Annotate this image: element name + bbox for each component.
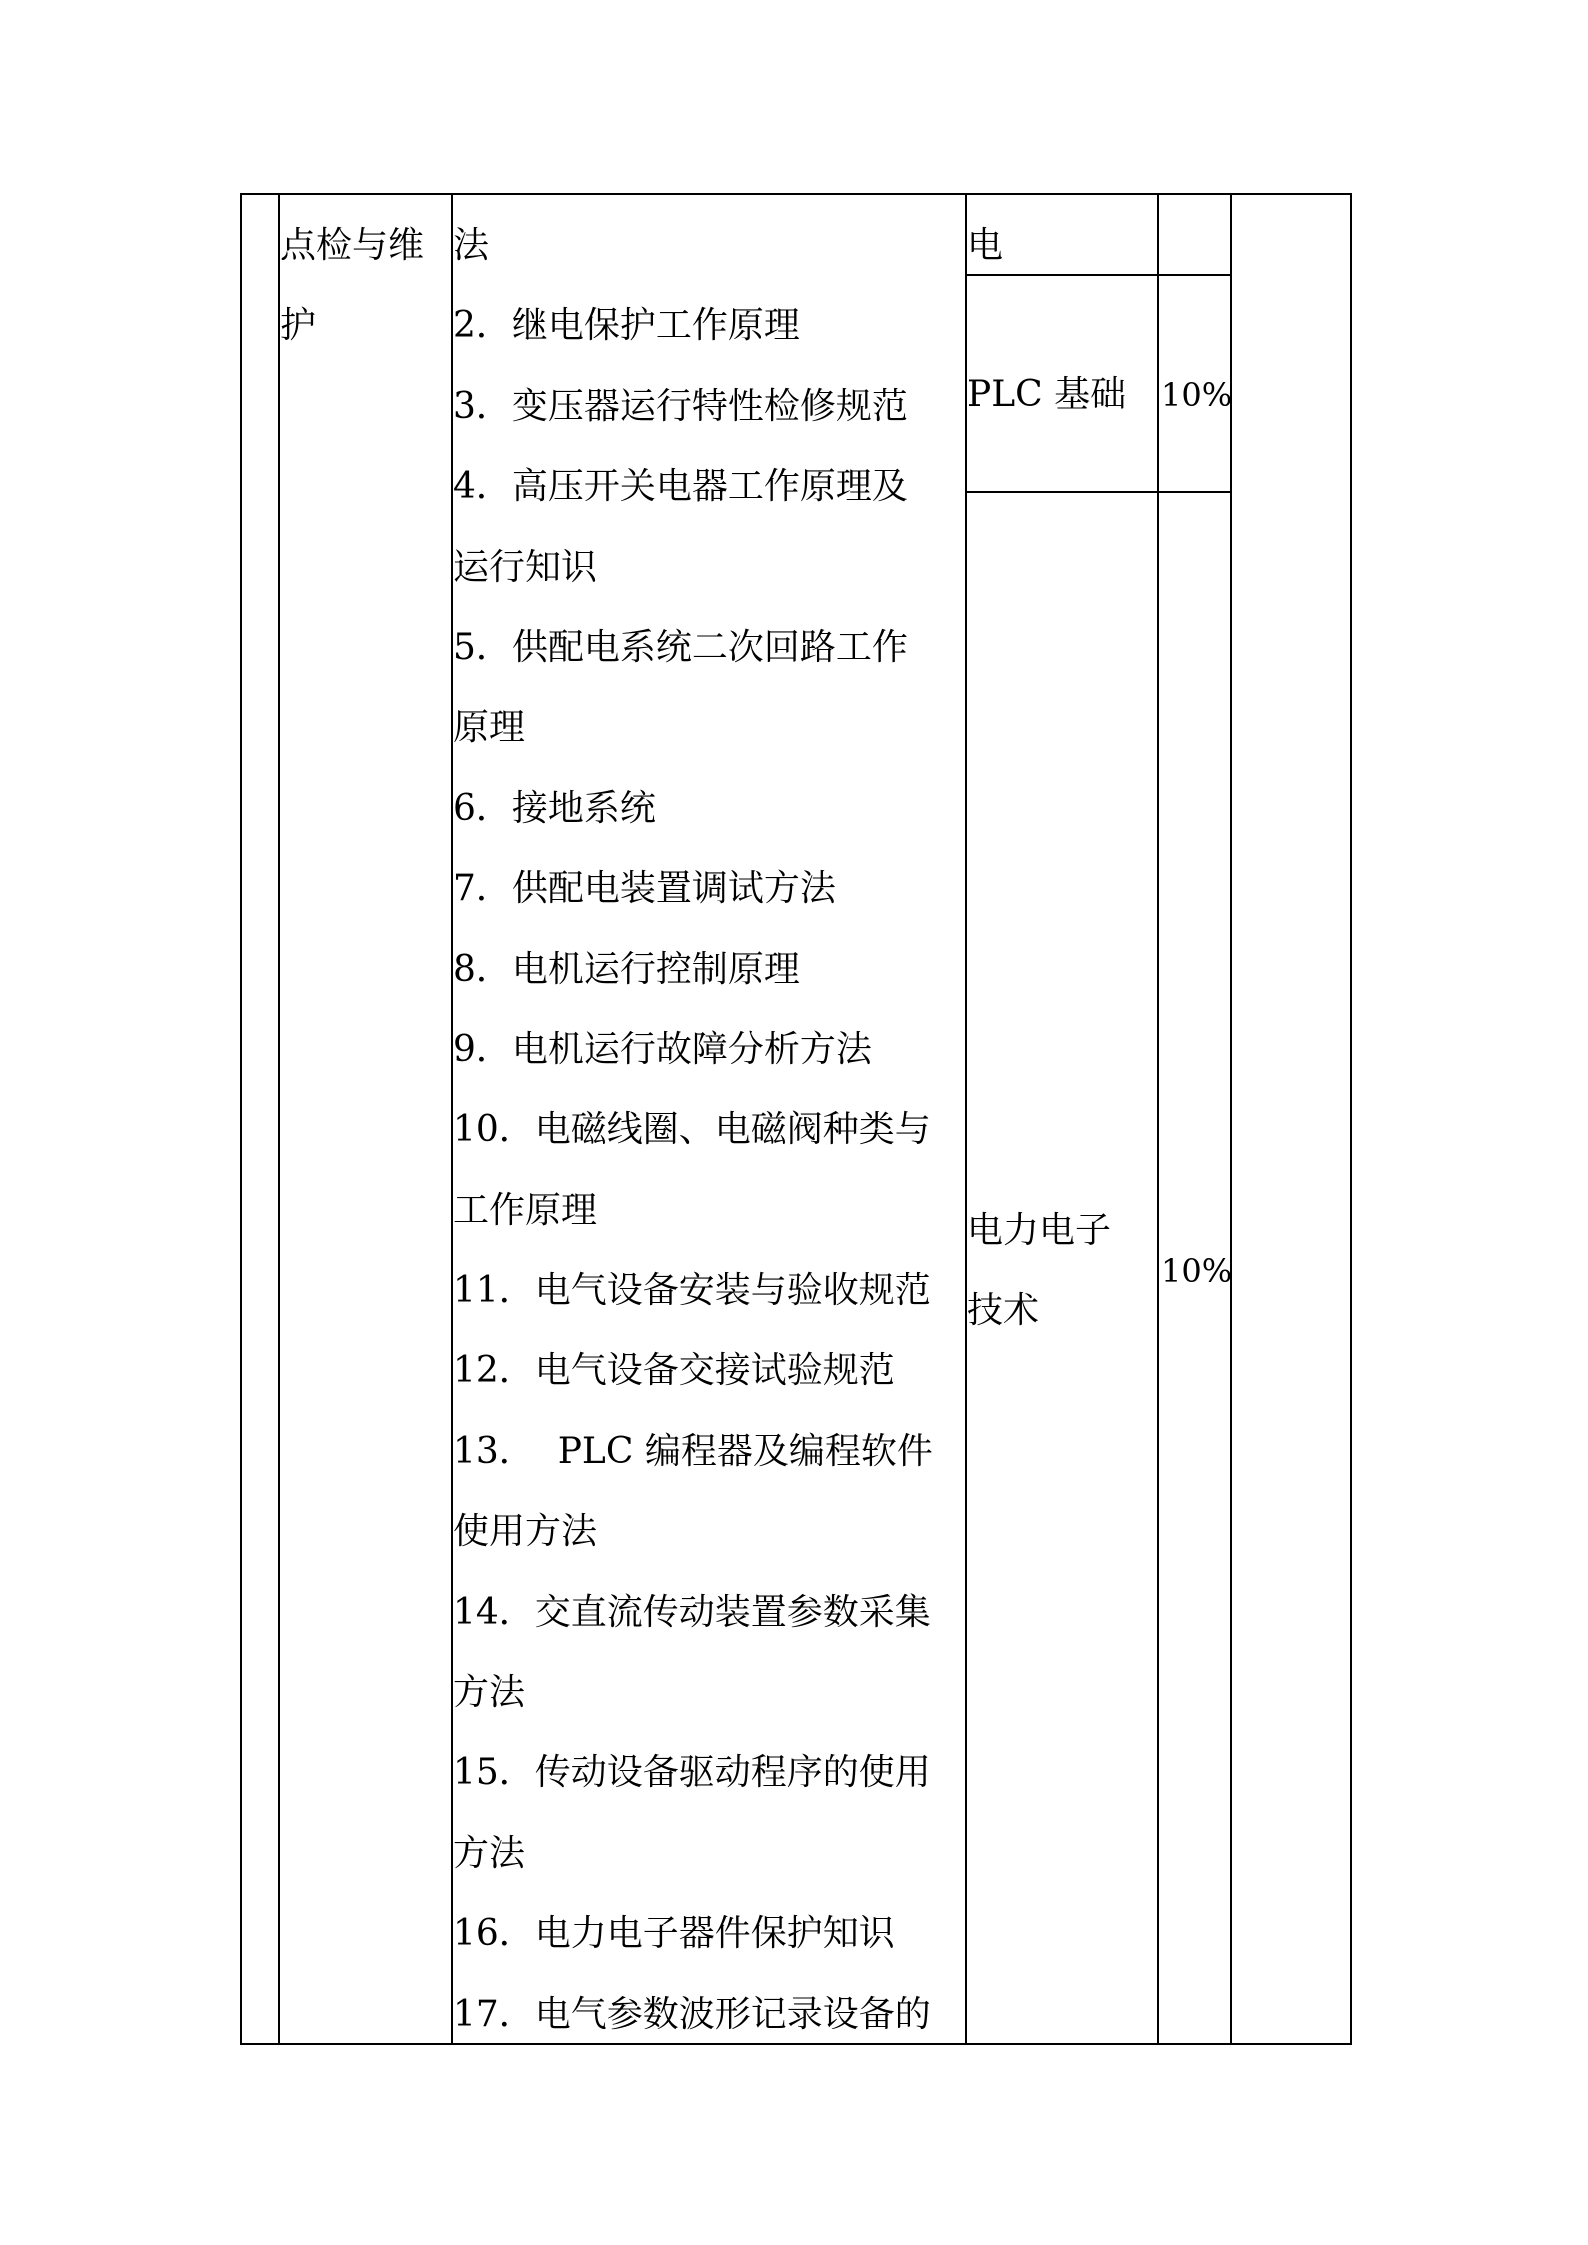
subject-weight-3: 10% — [1161, 1252, 1233, 1290]
content-line: 使用方法 — [453, 1511, 598, 1553]
content-line: 运行知识 — [453, 546, 598, 588]
content-line: 8．电机运行控制原理 — [453, 948, 800, 990]
topic-cell — [280, 206, 424, 367]
column-divider-4 — [1157, 193, 1159, 2045]
subject-row-divider-2 — [965, 491, 1232, 493]
content-line: 16．电力电子器件保护知识 — [453, 1913, 895, 1955]
document-table — [240, 193, 1352, 2045]
subject-name-3-line-2: 技术 — [967, 1290, 1040, 1331]
topic-line: 点检与维 — [280, 225, 425, 266]
content-line: 13． PLC 编程器及编程软件 — [453, 1430, 933, 1472]
column-divider-1 — [278, 193, 280, 2045]
table-top-border — [240, 193, 1352, 195]
subject-name-2: PLC 基础 — [967, 374, 1127, 415]
content-line: 方法 — [453, 1832, 526, 1874]
content-line: 方法 — [453, 1672, 526, 1714]
subject-name-3-line-1: 电力电子 — [967, 1210, 1112, 1251]
content-line: 6．接地系统 — [453, 787, 656, 829]
content-line: 15．传动设备驱动程序的使用 — [453, 1752, 931, 1794]
content-line: 4．高压开关电器工作原理及 — [453, 466, 908, 508]
content-line: 10．电磁线圈、电磁阀种类与 — [453, 1109, 931, 1151]
subject-row-divider-1 — [965, 274, 1232, 276]
subject-weight-2: 10% — [1161, 376, 1233, 414]
content-cell — [453, 206, 933, 2055]
subject-name-1: 电 — [967, 225, 1004, 266]
content-line: 9．电机运行故障分析方法 — [453, 1028, 872, 1070]
content-line: 法 — [453, 225, 490, 266]
table-left-border — [240, 193, 242, 2045]
column-divider-5 — [1230, 193, 1232, 2045]
column-divider-3 — [965, 193, 967, 2045]
content-line: 17．电气参数波形记录设备的 — [453, 1993, 931, 2035]
table-right-border — [1350, 193, 1352, 2045]
topic-line: 护 — [280, 305, 317, 347]
content-line: 5．供配电系统二次回路工作 — [453, 626, 908, 668]
content-line: 14．交直流传动装置参数采集 — [453, 1591, 931, 1633]
content-line: 11．电气设备安装与验收规范 — [453, 1270, 931, 1312]
content-line: 2．继电保护工作原理 — [453, 305, 800, 347]
content-line: 3．变压器运行特性检修规范 — [453, 385, 908, 427]
content-line: 12．电气设备交接试验规范 — [453, 1350, 895, 1392]
content-line: 原理 — [453, 707, 526, 749]
content-line: 工作原理 — [453, 1189, 598, 1231]
content-line: 7．供配电装置调试方法 — [453, 868, 836, 910]
